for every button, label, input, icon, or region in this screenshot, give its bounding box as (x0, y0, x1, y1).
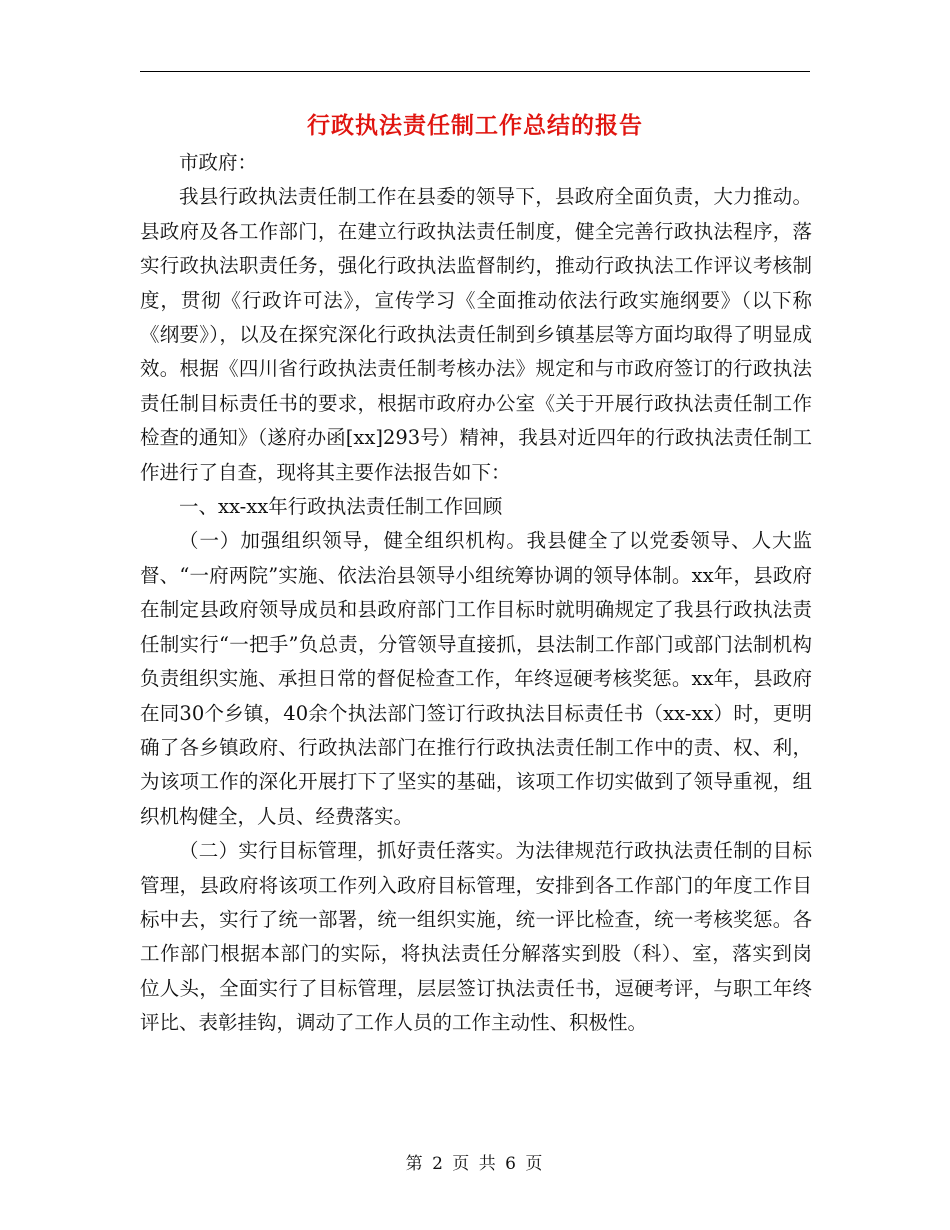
document-title: 行政执法责任制工作总结的报告 (307, 112, 643, 139)
paragraph-intro: 我县行政执法责任制工作在县委的领导下，县政府全面负责，大力推动。县政府及各工作部门，在建立行政执法责任制度，健全完善行政执法程序，落实行政执法职责任务，强化行政执法监督制约，推动行政执法工作评议考核制度，贯彻《行政许可法》，宣传学习《全面推动依法行政实施纲要》（以下称《纲要》），以及在探究深化行政执法责任制到乡镇基层等方面均取得了明显成效。根据《四川省行政执法责任制考核办法》规定和与市政府签订的行政执法责任制目标责任书的要求，根据市政府办公室《关于开展行政执法责任制工作检查的通知》（遂府办函[xx]293号）精神，我县对近四年的行政执法责任制工作进行了自查，现将其主要作法报告如下： (140, 185, 812, 484)
page-number: 第 2 页 共 6 页 (405, 1154, 545, 1174)
document-body (140, 146, 812, 1041)
section-heading: 一、xx-xx年行政执法责任制工作回顾 (179, 495, 503, 519)
paragraph-target-management: （二）实行目标管理，抓好责任落实。为法律规范行政执法责任制的目标管理，县政府将该项工作列入政府目标管理，安排到各工作部门的年度工作目标中去，实行了统一部署，统一组织实施，统一评比检查，统一考核奖惩。各工作部门根据本部门的实际，将执法责任分解落实到股（科）、室，落实到岗位人头，全面实行了目标管理，层层签订执法责任书，逗硬考评，与职工年终评比、表彰挂钩，调动了工作人员的工作主动性、积极性。 (140, 839, 812, 1035)
salutation: 市政府： (179, 151, 258, 174)
paragraph-organization: （一）加强组织领导，健全组织机构。我县健全了以党委领导、人大监督、“一府两院”实施、依法治县领导小组统筹协调的领导体制。xx年，县政府在制定县政府领导成员和县政府部门工作目标时就明确规定了我县行政执法责任制实行“一把手”负总责，分管领导直接抓，县法制工作部门或部门法制机构负责组织实施、承担日常的督促检查工作，年终逗硬考核奖惩。xx年，县政府在同30个乡镇，40余个执法部门签订行政执法目标责任书（xx-xx）时，更明确了各乡镇政府、行政执法部门在推行行政执法责任制工作中的责、权、利，为该项工作的深化开展打下了坚实的基础，该项工作切实做到了领导重视，组织机构健全，人员、经费落实。 (140, 529, 812, 828)
header-rule (140, 71, 810, 72)
